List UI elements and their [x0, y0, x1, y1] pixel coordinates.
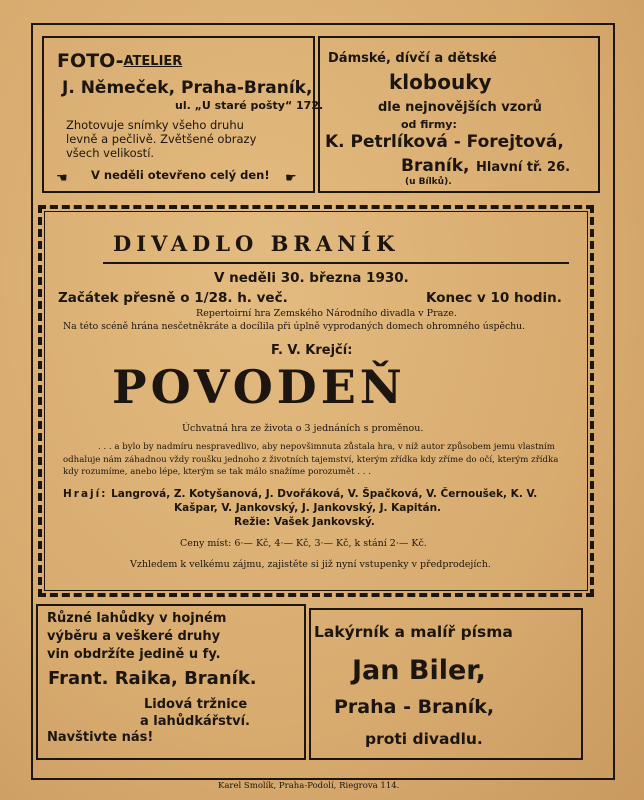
theatre-cast-2: Kašpar, V. Jankovský, J. Jankovský, J. Kapitán. [174, 502, 442, 514]
raika-line-3: vin obdržíte jedině u fy. [47, 647, 221, 662]
raika-line-6: a lahůdkářství. [140, 714, 250, 729]
raika-name: Frant. Raika, Braník. [48, 668, 257, 689]
theatre-date: V neděli 30. března 1930. [214, 270, 409, 286]
theatre-director: Režie: Vašek Jankovský. [234, 516, 375, 528]
hats-line-4: od firmy: [401, 118, 457, 131]
foto-title-foto: FOTO- [57, 50, 124, 72]
foto-desc-1: Zhotovuje snímky všeho druhu [66, 118, 244, 132]
theatre-advice: Vzhledem k velkému zájmu, zajistěte si již nyní vstupenky v předprodejích. [130, 559, 491, 570]
raika-line-5: Lidová tržnice [144, 697, 248, 712]
theatre-start: Začátek přesně o 1/28. h. več. [58, 290, 288, 306]
pointing-hand-right-icon: ☛ [285, 171, 297, 186]
theatre-cast-1: Langrová, Z. Kotyšanová, J. Dvořáková, V. Špačková, V. Černoušek, K. V. [111, 488, 538, 500]
hats-firm: K. Petrlíková - Forejtová, [325, 132, 564, 152]
theatre-name: DIVADLO BRANÍK [113, 231, 400, 256]
theatre-cast-line-1 [63, 489, 537, 500]
hats-street: Hlavní tř. 26. [476, 160, 571, 175]
hats-near: (u Bílků). [405, 177, 452, 187]
theatre-quote-3: kdy rozumíme, anebo lépe, kterým se tak málo snažíme porozumět . . . [63, 467, 371, 477]
hats-line-3: dle nejnovějších vzorů [378, 100, 542, 115]
theatre-end: Konec v 10 hodin. [426, 290, 562, 306]
foto-address: ul. „U staré pošty“ 172. [175, 99, 324, 112]
theatre-quote-1: . . . a bylo by nadmíru nespravedlivo, aby nepovšimnuta zůstala hra, v níž autor způsobem jemu vlastním [98, 442, 555, 452]
printer-credit: Karel Smolík, Praha-Podolí, Riegrova 114. [218, 781, 400, 791]
foto-desc-2: levně a pečlivě. Zvětšené obrazy [66, 132, 257, 146]
biler-line-1: Lakýrník a malíř písma [314, 623, 513, 641]
foto-note: V neděli otevřeno celý den! [91, 168, 270, 182]
biler-line-4: proti divadlu. [365, 730, 483, 748]
raika-line-7: Navštivte nás! [47, 730, 154, 745]
theatre-success: Na této scéně hrána nesčetněkráte a docílila při úplně vyprodaných domech ohromného úspěchu. [63, 321, 526, 332]
theatre-title-rule [103, 262, 569, 264]
theatre-author: F. V. Krejčí: [271, 343, 353, 358]
raika-line-2: výběru a veškeré druhy [47, 629, 221, 644]
foto-title-atelier: ATELIER [123, 54, 183, 69]
biler-name: Jan Biler, [352, 655, 486, 686]
theatre-prices: Ceny míst: 6·— Kč, 4·— Kč, 3·— Kč, k stání 2·— Kč. [180, 538, 427, 549]
foto-desc-3: všech velikostí. [66, 146, 155, 160]
theatre-repertoire: Repertoirní hra Zemského Národního divadla v Praze. [196, 308, 457, 319]
pointing-hand-left-icon: ☚ [56, 171, 68, 186]
hats-big: klobouky [389, 70, 492, 94]
biler-place: Praha - Braník, [334, 696, 495, 718]
foto-owner: J. Němeček, Praha-Braník, [62, 78, 313, 98]
raika-line-1: Různé lahůdky v hojném [47, 611, 227, 626]
theatre-cast-label: Hrají: [63, 488, 108, 500]
foto-title [57, 52, 182, 71]
theatre-quote-2: odhaluje nám záhadnou vždy roušku jednoho z životních tajemství, kterým zřídka kdy zříme do očí, kterým zřídka [63, 455, 559, 465]
theatre-subtitle: Úchvatná hra ze života o 3 jednáních s proměnou. [182, 423, 424, 434]
theatre-play-title: POVODEŇ [112, 360, 406, 414]
hats-place: Braník, [401, 156, 470, 176]
hats-line-1: Dámské, dívčí a dětské [328, 51, 497, 66]
